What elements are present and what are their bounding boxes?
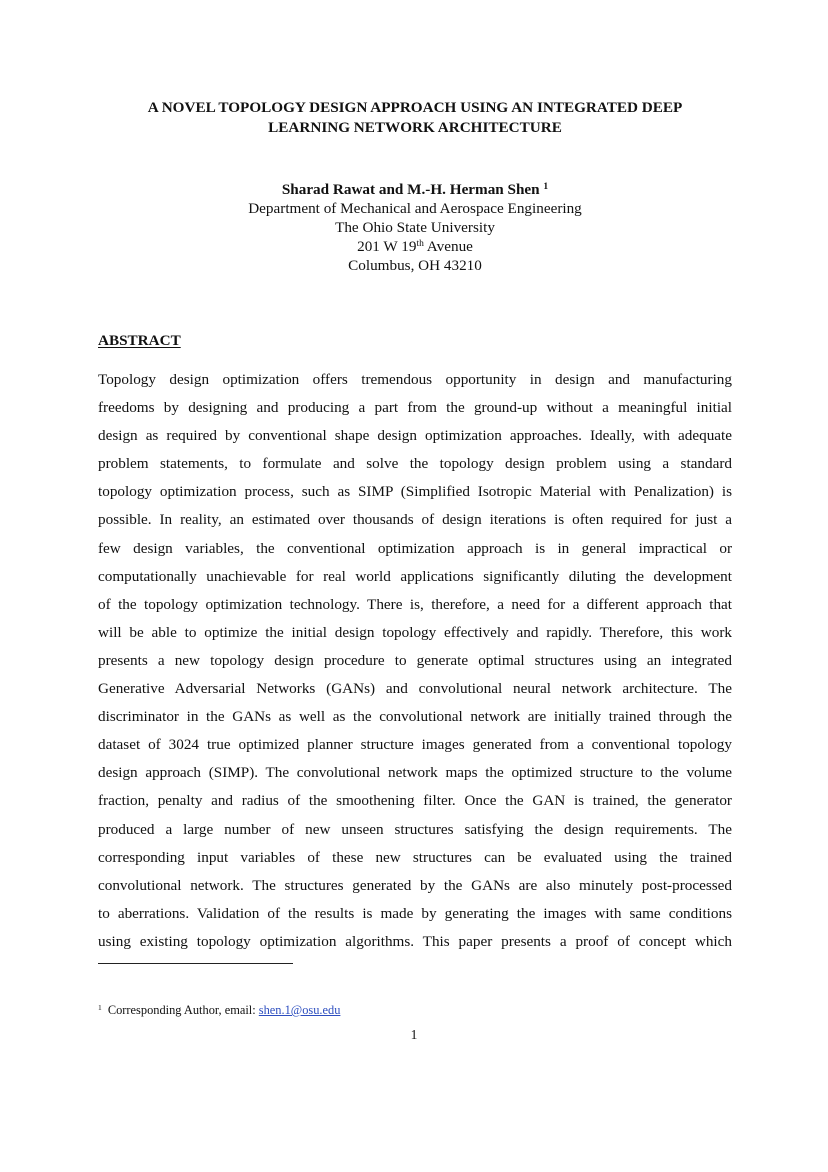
author-footnote-marker: 1 bbox=[543, 182, 549, 192]
footnote-text: Corresponding Author, email: bbox=[104, 1003, 259, 1017]
author-street bbox=[98, 237, 732, 256]
abstract-line: produced a large number of new unseen structures satisfying the design requirements. The bbox=[98, 820, 732, 838]
abstract-line: will be able to optimize the initial design topology effectively and rapidly. Therefore, this work bbox=[98, 623, 732, 641]
abstract-line: fraction, penalty and radius of the smoothening filter. Once the GAN is trained, the generator bbox=[98, 792, 732, 810]
email-link[interactable]: shen.1@osu.edu bbox=[258, 1003, 341, 1017]
abstract-body bbox=[98, 366, 732, 956]
abstract-line: Generative Adversarial Networks (GANs) and convolutional neural network architecture. The bbox=[98, 680, 732, 698]
footnote bbox=[98, 1002, 340, 1018]
abstract-line: to aberrations. Validation of the results is made by generating the images with same conditions bbox=[98, 904, 732, 922]
street-prefix: 201 W 19 bbox=[357, 238, 417, 255]
author-names bbox=[98, 180, 732, 199]
abstract-line: using existing topology optimization algorithms. This paper presents a proof of concept which bbox=[98, 932, 732, 950]
abstract-line: Topology design optimization offers tremendous opportunity in design and manufacturing bbox=[98, 371, 732, 388]
abstract-line: topology optimization process, such as SIMP (Simplified Isotropic Material with Penalization) is bbox=[98, 483, 732, 501]
title-line-1: A NOVEL TOPOLOGY DESIGN APPROACH USING AN INTEGRATED DEEP bbox=[147, 99, 683, 116]
author-names-text: Sharad Rawat and M.-H. Herman Shen bbox=[281, 181, 540, 198]
abstract-line: of the topology optimization technology. There is, therefore, a need for a different approach that bbox=[98, 595, 732, 613]
abstract-line: design approach (SIMP). The convolutional network maps the optimized structure to the volume bbox=[98, 764, 732, 782]
abstract-line: corresponding input variables of these new structures can be evaluated using the trained bbox=[98, 848, 732, 866]
title-line-2: LEARNING NETWORK ARCHITECTURE bbox=[268, 119, 562, 136]
author-city: Columbus, OH 43210 bbox=[348, 257, 482, 274]
abstract-line: discriminator in the GANs as well as the convolutional network are initially trained through the bbox=[98, 708, 732, 726]
footnote-marker: 1 bbox=[98, 1003, 102, 1012]
street-ordinal: th bbox=[416, 239, 424, 249]
abstract-line: design as required by conventional shape design optimization approaches. Ideally, with adequate bbox=[98, 427, 732, 445]
author-department: Department of Mechanical and Aerospace Engineering bbox=[248, 200, 582, 217]
abstract-line: convolutional network. The structures generated by the GANs are also minutely post-processed bbox=[98, 876, 732, 894]
abstract-line: problem statements, to formulate and solve the topology design problem using a standard bbox=[98, 455, 732, 473]
abstract-line: computationally unachievable for real world applications significantly diluting the development bbox=[98, 567, 732, 585]
author-block bbox=[98, 180, 732, 275]
footnote-divider bbox=[98, 963, 293, 964]
abstract-line: presents a new topology design procedure to generate optimal structures using an integrated bbox=[98, 651, 732, 669]
street-suffix: Avenue bbox=[423, 238, 473, 255]
abstract-heading: ABSTRACT bbox=[98, 332, 181, 349]
paper-title bbox=[98, 98, 732, 138]
abstract-line: dataset of 3024 true optimized planner structure images generated from a conventional topology bbox=[98, 736, 732, 754]
abstract-line: possible. In reality, an estimated over thousands of design iterations is often required for just a bbox=[98, 511, 732, 529]
abstract-line: few design variables, the conventional optimization approach is in general impractical or bbox=[98, 539, 732, 557]
page-number: 1 bbox=[410, 1027, 418, 1042]
abstract-line: freedoms by designing and producing a part from the ground-up without a meaningful initial bbox=[98, 399, 732, 417]
author-university: The Ohio State University bbox=[335, 219, 495, 236]
